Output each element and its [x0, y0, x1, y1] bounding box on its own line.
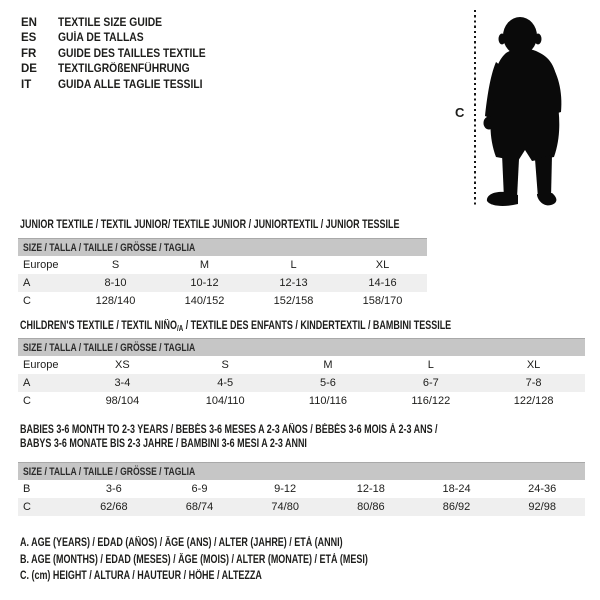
language-label: TEXTILE SIZE GUIDE: [58, 16, 163, 29]
language-label: TEXTILGRÖßENFÜHRUNG: [58, 63, 190, 76]
table-row: [18, 374, 585, 392]
table-cell: M: [323, 359, 333, 371]
table-cell: 10-12: [190, 277, 219, 289]
junior-table-title: JUNIOR TEXTILE / TEXTIL JUNIOR/ TEXTILE JUNIOR / JUNIORTEXTIL / JUNIOR TESSILE: [20, 219, 400, 231]
children-table-body: [18, 356, 585, 410]
language-label: GUIDA ALLE TAGLIE TESSILI: [58, 78, 203, 91]
size-header-bar: [18, 238, 427, 256]
table-cell: 92/98: [528, 501, 556, 513]
table-cell: L: [427, 359, 434, 371]
table-cell: 5-6: [320, 377, 336, 389]
language-code: EN: [21, 16, 37, 29]
table-row: [18, 356, 585, 374]
table-cell: 86/92: [442, 501, 471, 513]
row-label: Europe: [23, 359, 59, 371]
language-code: IT: [21, 78, 32, 91]
language-row: [21, 15, 222, 31]
table-cell: XL: [375, 259, 390, 271]
language-code: DE: [21, 63, 37, 76]
table-cell: 8-10: [104, 277, 127, 289]
row-label: C: [23, 295, 31, 307]
table-cell: 6-9: [191, 483, 208, 495]
language-code: FR: [21, 47, 37, 60]
table-cell: XS: [115, 359, 130, 371]
table-cell: 80/86: [357, 501, 385, 513]
table-cell: 3-6: [105, 483, 122, 495]
language-code: ES: [21, 32, 37, 45]
table-cell: 110/116: [308, 395, 348, 407]
table-cell: 140/152: [184, 295, 225, 307]
table-cell: 12-18: [356, 483, 385, 495]
table-cell: 128/140: [95, 295, 136, 307]
babies-table-title: [20, 423, 438, 451]
row-label: A: [23, 277, 31, 289]
table-cell: 24-36: [528, 483, 557, 495]
row-label: C: [23, 501, 31, 513]
row-label: A: [23, 377, 31, 389]
table-cell: 158/170: [362, 295, 403, 307]
babies-table-body: [18, 480, 585, 516]
babies-title-line1: BABIES 3-6 MONTH TO 2-3 YEARS / BEBÉS 3-6 MESES A 2-3 AÑOS / BÉBÉS 3-6 MOIS À 2-3 ANS /: [20, 424, 438, 436]
children-table-title: [20, 320, 451, 333]
table-row: [18, 392, 585, 410]
table-cell: 14-16: [368, 277, 397, 289]
junior-table-body: [18, 256, 427, 310]
children-title-pre: CHILDREN'S TEXTILE / TEXTIL NIÑO: [20, 320, 177, 332]
table-row: [18, 292, 427, 310]
language-label: GUÍA DE TALLAS: [58, 32, 144, 45]
table-cell: XL: [526, 359, 541, 371]
table-cell: 104/110: [205, 395, 245, 407]
children-size-table: [18, 338, 585, 410]
row-label: C: [23, 395, 31, 407]
table-cell: 68/74: [185, 501, 214, 513]
table-cell: 74/80: [271, 501, 299, 513]
size-header-label: SIZE / TALLA / TAILLE / GRÖSSE / TAGLIA: [23, 341, 196, 354]
footnotes: [20, 537, 466, 587]
language-row: [21, 31, 222, 47]
height-marker-dashed-line: [474, 10, 476, 207]
table-cell: 122/128: [513, 395, 554, 407]
row-label: Europe: [23, 259, 59, 271]
size-header-label: SIZE / TALLA / TAILLE / GRÖSSE / TAGLIA: [23, 241, 196, 254]
language-label: GUIDE DES TAILLES TEXTILE: [58, 47, 206, 60]
table-cell: S: [111, 259, 120, 271]
children-title-post: / TEXTILE DES ENFANTS / KINDERTEXTIL / BAMBINI TESSILE: [183, 320, 452, 332]
size-header-bar: [18, 462, 585, 480]
table-cell: 6-7: [422, 377, 439, 389]
footnote-b: B. AGE (MONTHS) / EDAD (MESES) / ÂGE (MOIS) / ALTER (MONATE) / ETÀ (MESI): [20, 553, 368, 566]
table-cell: 62/68: [100, 501, 128, 513]
table-cell: 116/122: [411, 395, 451, 407]
size-header-bar: [18, 338, 585, 356]
table-row: [18, 498, 585, 516]
table-cell: 7-8: [525, 377, 542, 389]
table-cell: 18-24: [442, 483, 471, 495]
language-row: [21, 77, 222, 93]
height-marker-label: C: [455, 105, 465, 120]
size-header-label: SIZE / TALLA / TAILLE / GRÖSSE / TAGLIA: [23, 465, 196, 478]
table-cell: L: [290, 259, 297, 271]
table-cell: M: [199, 259, 210, 271]
table-cell: 4-5: [217, 377, 234, 389]
table-cell: 3-4: [114, 377, 131, 389]
babies-size-table: [18, 462, 585, 516]
table-cell: 152/158: [273, 295, 314, 307]
language-row: [21, 62, 222, 78]
table-cell: S: [221, 359, 229, 371]
junior-size-table: [18, 238, 427, 310]
language-list: [21, 15, 222, 93]
footnote-c: C. (cm) HEIGHT / ALTURA / HAUTEUR / HÖHE / ALTEZZA: [20, 570, 262, 582]
table-row: [18, 256, 427, 274]
table-row: [18, 480, 585, 498]
footnote-a: A. AGE (YEARS) / EDAD (AÑOS) / ÂGE (ANS) / ALTER (JAHRE) / ETÀ (ANNI): [20, 537, 343, 549]
table-cell: 9-12: [274, 483, 297, 495]
table-row: [18, 274, 427, 292]
children-title-subscript: /A: [176, 324, 184, 333]
baby-silhouette-image: [482, 10, 580, 207]
row-label: B: [23, 483, 31, 495]
table-cell: 12-13: [279, 277, 308, 289]
language-row: [21, 46, 222, 62]
table-cell: 98/104: [105, 395, 140, 407]
babies-title-line2: BABYS 3-6 MONATE BIS 2-3 JAHRE / BAMBINI 3-6 MESI A 2-3 ANNI: [20, 438, 307, 450]
